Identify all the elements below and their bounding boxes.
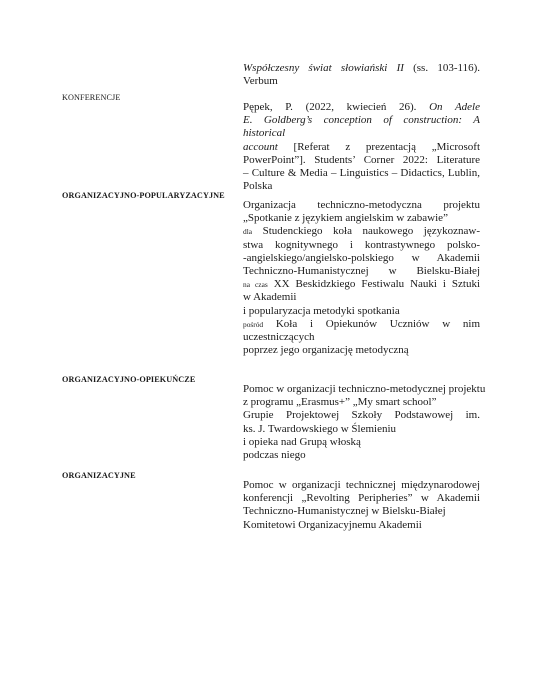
entry-line: – Culture & Media – Linguistics – Didactics, Lublin, <box>243 167 480 180</box>
entry-line: Grupie Projektowej Szkoły Podstawowej im. <box>243 409 480 422</box>
organizational-entry <box>243 479 480 532</box>
entry-line: „Spotkanie z językiem angielskim w zabawie” <box>243 212 448 225</box>
entry-line: Organizacja techniczno-metodyczna projektu <box>243 199 480 211</box>
entry-line: uczestniczących <box>243 331 315 344</box>
publisher: Verbum <box>243 75 278 88</box>
entry-line: i popularyzacja metodyki spotkania <box>243 304 400 317</box>
book-title: Współczesny świat słowiański II <box>243 62 404 74</box>
entry-line: na czas XX Beskidzkiego Festiwalu Nauki i Sztuki <box>243 278 481 291</box>
entry-line: Komitetowi Organizacyjnemu Akademii <box>243 518 422 531</box>
entry-line: -angielskiego/angielsko-polskiego w Akademii <box>243 251 480 264</box>
entry-line: Pępek, P. (2022, kwiecień 26). On Adele <box>243 101 480 113</box>
entry-line: Polska <box>243 180 273 193</box>
entry-line: ks. J. Twardowskiego w Ślemieniu <box>243 422 397 435</box>
entry-line: i opieka nad Grupą włoską <box>243 435 361 448</box>
entry-line: PowerPoint”]. Students’ Corner 2022: Literature <box>243 153 480 166</box>
entry-line: podczas niego <box>243 449 306 462</box>
publication-entry-continuation <box>243 62 480 88</box>
entry-line: pośród Koła i Opiekunów Uczniów w nim <box>243 317 481 330</box>
entry-line: w Akademii <box>243 291 297 304</box>
entry-line: Pomoc w organizacji techniczno-metodycznej projektu <box>243 383 486 395</box>
section-label-popularyzacyjne: ORGANIZACYJNO-POPULARYZACYJNE <box>62 191 225 200</box>
entry-line: Techniczno-Humanistycznej w Bielsku-Białej <box>243 265 480 278</box>
care-entry <box>243 383 486 462</box>
entry-line: z programu „Erasmus+” „My smart school” <box>243 396 437 409</box>
entry-line: E. Goldberg’s conception of construction: A historical <box>243 114 480 140</box>
popularization-entry <box>243 199 480 357</box>
section-label-konferencje: KONFERENCJE <box>62 93 121 102</box>
entry-line: dla Studenckiego koła naukowego językoznaw- <box>243 225 480 238</box>
conference-entry <box>243 101 480 193</box>
section-label-opiekuncze: ORGANIZACYJNO-OPIEKUŃCZE <box>62 375 196 384</box>
entry-line: account [Referat z prezentacją „Microsoft <box>243 140 480 153</box>
entry-line: Współczesny świat słowiański II (ss. 103-116). <box>243 62 480 74</box>
entry-line: Pomoc w organizacji technicznej międzynarodowej <box>243 479 480 491</box>
section-label-organizacyjne: ORGANIZACYJNE <box>62 471 136 480</box>
entry-line: stwa kognitywnego i kontrastywnego polsko- <box>243 238 480 251</box>
entry-line: konferencji „Revolting Peripheries” w Akademii <box>243 492 480 505</box>
entry-line: poprzez jego organizację metodyczną <box>243 344 409 357</box>
entry-line: Techniczno-Humanistycznej w Bielsku-Białej <box>243 505 446 518</box>
